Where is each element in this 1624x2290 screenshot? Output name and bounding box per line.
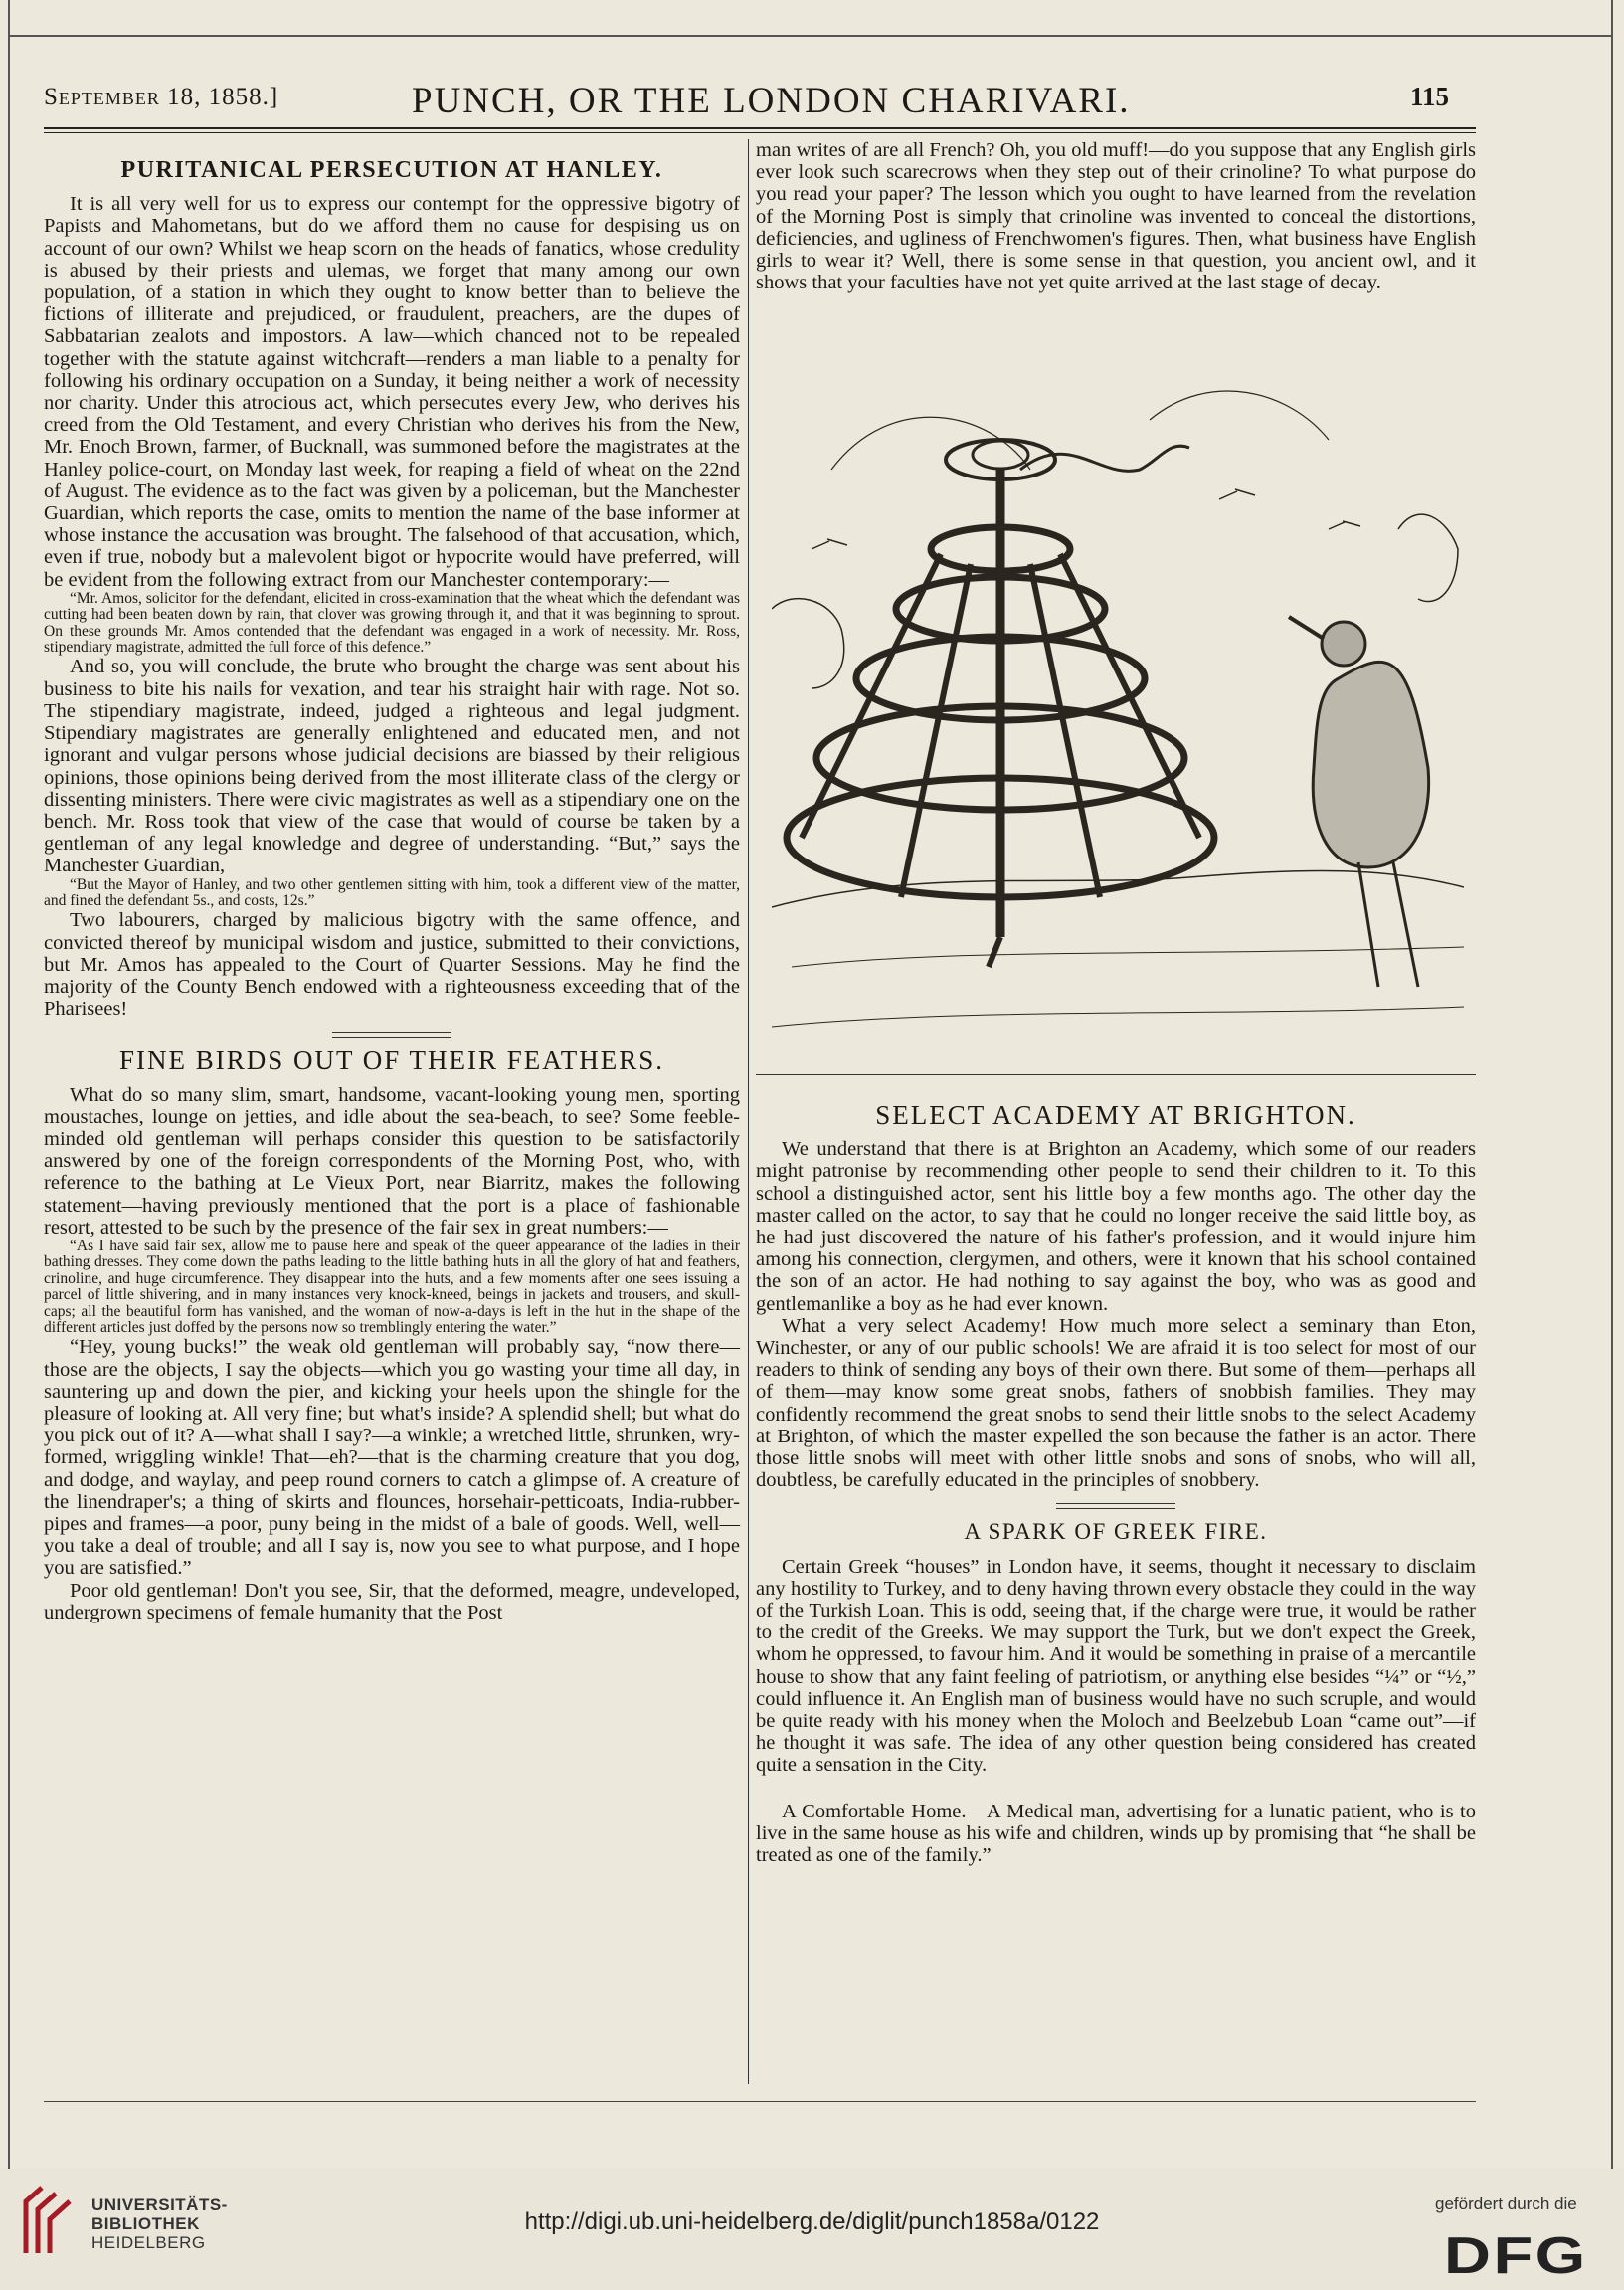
right-column-top xyxy=(756,139,1476,293)
page-number: 115 xyxy=(1410,82,1450,111)
article-paragraph: A Comfortable Home.—A Medical man, advertising for a lunatic patient, who is to live in the same house as his wife and children, winds up by promising that “he shall be treated as one of the family.” xyxy=(756,1800,1476,1867)
article-paragraph: What do so many slim, smart, handsome, vacant-looking young men, sporting moustaches, lounge on jetties, and idle about the sea-beach, to see? Some feeble-minded old gentleman will perhaps consider this question to be satisfactorily answered by one of the foreign correspondents of the Morning Post, who, with reference to the bathing at Le Vieux Port, near Biarritz, makes the following statement—having previously mentioned that the port is a place of fashionable resort, attested to be such by the presence of the fair sex in great numbers:— xyxy=(44,1083,740,1239)
crinoline-cartoon-illustration xyxy=(772,350,1464,1058)
header-rule xyxy=(44,132,1476,133)
column-divider xyxy=(748,139,749,2084)
section-separator xyxy=(332,1032,451,1038)
article-title: FINE BIRDS OUT OF THEIR FEATHERS. xyxy=(118,1046,665,1076)
library-name-line: BIBLIOTHEK xyxy=(91,2214,200,2233)
article-quote: “As I have said fair sex, allow me to pause here and speak of the queer appearance of the ladies in their bathing dresses. They come down the paths leading to the little bathing huts in all the glory of hat and feathers, crinoline, and huge circumference. They disappear into the huts, and a few moments after one sees issuing a parcel of little shivering, and in many instances very knock-kneed, beings in jackets and trousers, and skull-caps; all the beautiful form has vanished, and the woman of now-a-days is left in the hut in the shape of the different articles just doffed by the persons now so tremblingly entering the water.” xyxy=(44,1237,740,1336)
article-paragraph: What a very select Academy! How much more select a seminary than Eton, Winchester, or any of our public schools! We are afraid it is too select for most of our readers to think of sending any boys of their own there. But some of them—perhaps all of them—may know some great snobs, fathers of snobbish families. They may confidently recommend the great snobs to send their little snobs to the select Academy at Brighton, of which the master expelled the son because the father is an actor. There those little snobs will meet with other little snobs and sons of snobs, who will all, doubtless, be carefully educated in the principles of snobbery. xyxy=(756,1314,1476,1492)
article-title: PURITANICAL PERSECUTION AT HANLEY. xyxy=(120,157,663,183)
page-border xyxy=(1611,0,1613,2169)
library-name-line: UNIVERSITÄTS- xyxy=(91,2195,228,2214)
article-quote: “Mr. Amos, solicitor for the defendant, elicited in cross-examination that the wheat which the defendant was cutting had been beaten down by rain, that clover was growing through it, and that it was beginning to sprout. On these grounds Mr. Amos contended that the defendant was engaged in a work of necessity. Mr. Ross, stipendiary magistrate, admitted the full force of this defence.” xyxy=(44,589,740,657)
page-border xyxy=(8,0,10,2169)
article-paragraph: Two labourers, charged by malicious bigotry with the same offence, and convicted thereof by municipal wisdom and justice, submitted to their convictions, but Mr. Amos has appealed to the Court of Quarter Sessions. May he find the majority of the County Bench endowed with a righteousness exceeding that of the Pharisees! xyxy=(44,909,740,1021)
header-rule xyxy=(44,127,1476,129)
permalink-url[interactable]: http://digi.ub.uni-heidelberg.de/diglit/punch1858a/0122 xyxy=(524,2208,1100,2235)
article-paragraph: We understand that there is at Brighton an Academy, which some of our readers might patronise by recommending other people to send their children to it. To this school a distinguished actor, sent his little boy a few months ago. The other day the master called on the actor, to say that he could no longer receive the said little boy, as he had just discovered the nature of his father's profession, and it would injure him among his connection, clergymen, and others, were it known that his school contained the son of an actor. He had nothing to say against the boy, who was as good and gentlemanlike a boy as he had ever known. xyxy=(756,1138,1476,1315)
library-name-line: HEIDELBERG xyxy=(91,2233,206,2252)
article-paragraph: It is all very well for us to express our contempt for the oppressive bigotry of Papists and Mahometans, but do we afford them no cause for despising us on account of our own? Whilst we heap scorn on the heads of fanatics, whose credulity is abused by their priests and ulemas, we forget that many among our own population, of a station in which they ought to know better than to believe the fictions of illiterate and prejudiced, or fraudulent, preachers, are the dupes of Sabbatarian zealots and impostors. A law—which chanced not to be repealed together with the statute against witchcraft—renders a man liable to a penalty for following his ordinary occupation on a Sunday, it being neither a work of necessity nor charity. Under this atrocious act, which persecutes every Jew, who derives his creed from the Old Testament, and every Christian who derives his from the New, Mr. Enoch Brown, farmer, of Bucknall, was summoned before the magistrates at the Hanley police-court, on Monday last week, for reaping a field of wheat on the 22nd of August. The evidence as to the fact was given by a policeman, but the Manchester Guardian, which reports the case, omits to mention the name of the base informer at whose instance the accusation was brought. The falsehood of that accusation, which, even if true, nobody but a malevolent bigot or hypocrite would have preferred, will be evident from the following extract from our Manchester contemporary:— xyxy=(44,193,740,591)
page-bottom-rule xyxy=(44,2101,1476,2102)
article-paragraph: “Hey, young bucks!” the weak old gentleman will probably say, “now there—those are the objects, I say the objects—which you go wasting your time all day, in sauntering up and down the pier, and kicking your heels upon the shingle for the pleasure of looking at. All very fine; but what's inside? A splendid shell; but what do you pick out of it? A—what shall I say?—a winkle; a wretched little, shrunken, wry-formed, wriggling winkle! That—eh?—that is the charming creature that you dog, and dodge, and waylay, and peep round corners to catch a glimpse of. A creature of the linendraper's; a thing of skirts and flounces, horsehair-petticoats, India-rubber-pipes and frames—a poor, puny being in the midst of a bale of goods. Well, well—you take a deal of trouble; and all I say is, now you see to what purpose, and I hope you are satisfied.” xyxy=(44,1336,740,1580)
page-border xyxy=(8,35,1611,37)
article-title: SELECT ACADEMY AT BRIGHTON. xyxy=(875,1100,1356,1130)
left-column xyxy=(44,145,740,1623)
header-date: September 18, 1858.] xyxy=(44,84,279,110)
article-paragraph: And so, you will conclude, the brute who brought the charge was sent about his business to bite his nails for vexation, and tear his straight hair with rage. Not so. The stipendiary magistrate, indeed, judged a righteous and legal judgment. Stipendiary magistrates are generally enlightened and educated men, and not ignorant and vulgar persons whose judicial decisions are biassed by their religious opinions, those opinions being derived from the most illiterate class of the clergy or dissenting ministers. There were civic magistrates as well as a stipendiary one on the bench. Mr. Ross took that view of the case that would of course be taken by a gentleman of any legal knowledge and degree of understanding. “But,” says the Manchester Guardian, xyxy=(44,656,740,877)
article-paragraph: Certain Greek “houses” in London have, it seems, thought it necessary to disclaim any hostility to Turkey, and to deny having thrown every obstacle they could in the way of the Turkish Loan. This is odd, seeing that, if the charge were true, it would be rather to the credit of the Greeks. We may support the Turk, but we don't expect the Greek, whom he oppressed, to favour him. And it would be something in praise of a mercantile house to show that any faint feeling of patriotism, or anything else besides “¼” or “½,” could influence it. An English man of business would have no such scruple, and would be quite ready with his money when the Moloch and Beelzebub Loan “came out”—if he thought it was safe. The idea of any other question being considered has created quite a sensation in the City. xyxy=(756,1555,1476,1777)
dfg-logo: DFG xyxy=(1444,2227,1588,2285)
page-header xyxy=(44,80,1476,119)
right-column-bottom xyxy=(756,1084,1476,1866)
article-paragraph: man writes of are all French? Oh, you old muff!—do you suppose that any English girls ever look such scarecrows when they step out of their crinoline? To what purpose do you read your paper? The lesson which you ought to have learned from the revelation of the Morning Post is simply that crinoline was invented to conceal the distortions, deficiencies, and ugliness of Frenchwomen's figures. Then, what business have English girls to wear it? Well, there is some sense in that question, you ancient owl, and it shows that your faculties have not yet quite arrived at the last stage of decay. xyxy=(756,139,1476,294)
section-separator xyxy=(1056,1503,1175,1509)
header-title: PUNCH, OR THE LONDON CHARIVARI. xyxy=(412,81,1131,121)
article-paragraph: Poor old gentleman! Don't you see, Sir, that the deformed, meagre, undeveloped, undergrown specimens of female humanity that the Post xyxy=(44,1579,740,1623)
article-quote: “But the Mayor of Hanley, and two other gentlemen sitting with him, took a different view of the matter, and fined the defendant 5s., and costs, 12s.” xyxy=(44,875,740,909)
funding-caption: gefördert durch die xyxy=(1435,2195,1577,2213)
illustration-rule xyxy=(756,1074,1476,1075)
article-title: A SPARK OF GREEK FIRE. xyxy=(964,1519,1268,1545)
